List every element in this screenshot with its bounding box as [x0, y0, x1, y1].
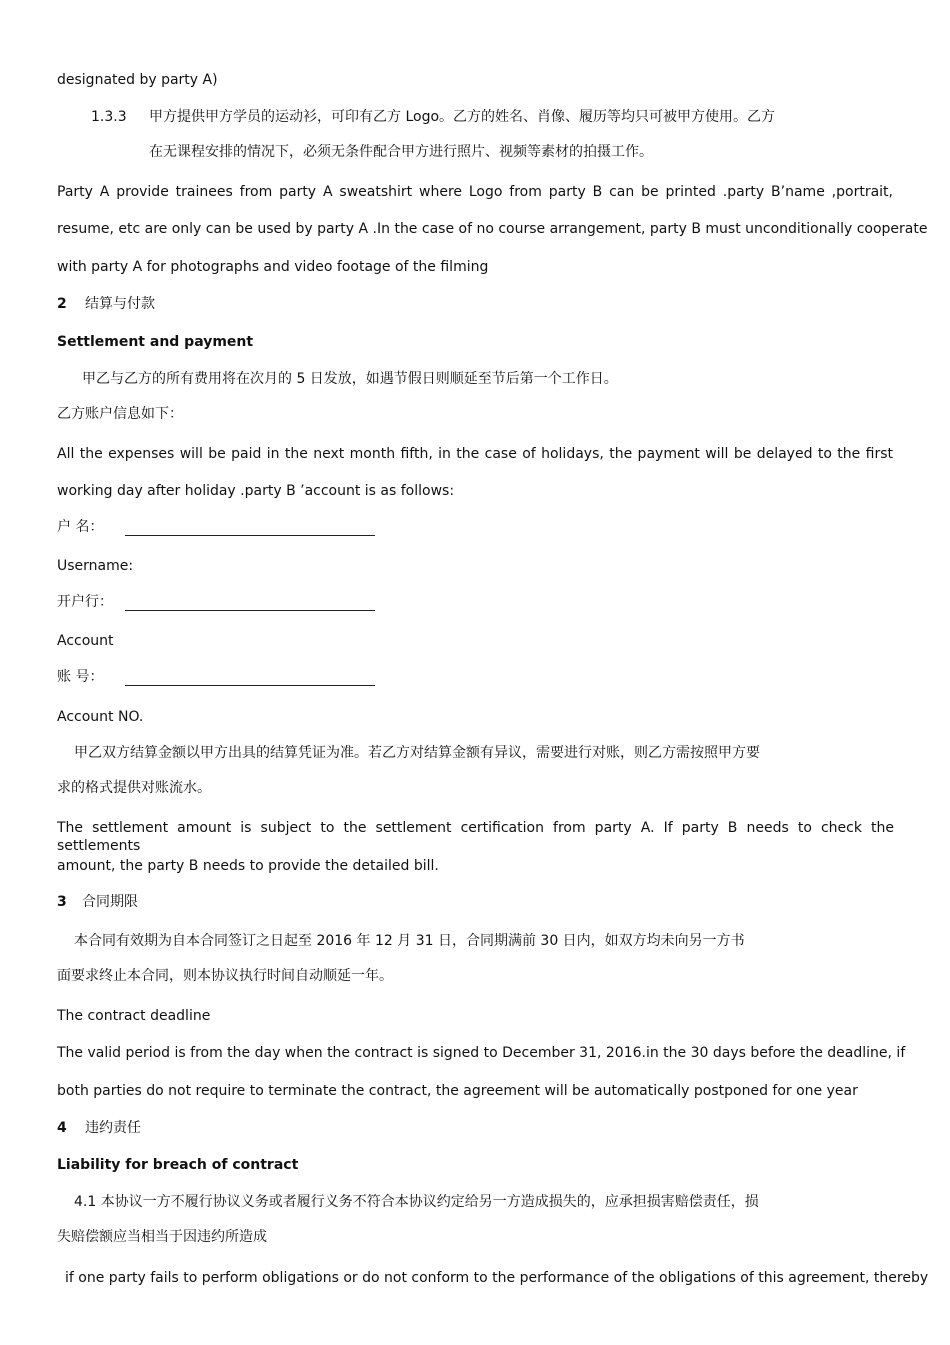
section-title-en: Settlement and payment [57, 334, 254, 350]
section-title: 合同期限 [82, 894, 138, 910]
text-line: 甲乙双方结算金额以甲方出具的结算凭证为准。若乙方对结算金额有异议，需要进行对账，则乙方需按照甲方要 [74, 745, 760, 761]
section-number: 4 [57, 1120, 67, 1136]
section-title: 结算与付款 [85, 296, 155, 312]
text-line: 甲乙与乙方的所有费用将在次月的 5 日发放，如遇节假日则顺延至节后第一个工作日。 [82, 371, 618, 387]
clause-text-continued: 在无课程安排的情况下，必须无条件配合甲方进行照片、视频等素材的拍摄工作。 [149, 144, 653, 160]
field-label: 账 号： [57, 669, 104, 685]
bank-field-row [57, 593, 375, 611]
text-line: 乙方账户信息如下： [57, 406, 183, 422]
text-line: The settlement amount is subject to the settlement certification from party A. If party B needs to check the settlements [57, 820, 894, 854]
text-line: Account [57, 633, 114, 649]
text-line: working day after holiday .party B ’account is as follows: [57, 483, 455, 499]
text-line: both parties do not require to terminate the contract, the agreement will be automatically postponed for one year [57, 1083, 858, 1099]
section-heading-2 [57, 295, 155, 313]
text-line: The contract deadline [57, 1008, 211, 1024]
text-line: Username: [57, 558, 134, 574]
blank-line [125, 519, 375, 536]
field-label: 户 名： [57, 519, 104, 535]
text-line: with party A for photographs and video footage of the filming [57, 259, 489, 275]
blank-line [125, 594, 375, 611]
text-line: resume, etc are only can be used by party A .In the case of no course arrangement, party B must unconditionally cooperate [57, 221, 928, 237]
text-line: Account NO. [57, 709, 144, 725]
text-line: if one party fails to perform obligations or do not conform to the performance of the obligations of this agreement, thereby [65, 1270, 929, 1286]
text-line: 面要求终止本合同，则本协议执行时间自动顺延一年。 [57, 968, 393, 984]
text-line: 求的格式提供对账流水。 [57, 780, 211, 796]
clause-text: 甲方提供甲方学员的运动衫，可印有乙方 Logo。乙方的姓名、肖像、履历等均只可被甲方使用。乙方 [149, 109, 776, 125]
section-title: 违约责任 [85, 1120, 141, 1136]
account-field-row [57, 668, 375, 686]
text-line: All the expenses will be paid in the next month fifth, in the case of holidays, the payment will be delayed to the first [57, 446, 893, 462]
section-heading-3 [57, 893, 138, 911]
text-line: amount, the party B needs to provide the detailed bill. [57, 858, 439, 874]
clause-1-3-3 [57, 108, 775, 126]
text-line: designated by party A) [57, 72, 218, 88]
field-label: 开户行： [57, 594, 113, 610]
text-line: 4.1 本协议一方不履行协议义务或者履行义务不符合本协议约定给另一方造成损失的，应承担损害赔偿责任，损 [74, 1194, 759, 1210]
text-line: 本合同有效期为自本合同签订之日起至 2016 年 12 月 31 日，合同期满前 30 日内，如双方均未向另一方书 [74, 933, 745, 949]
section-heading-4 [57, 1119, 141, 1137]
section-title-en: Liability for breach of contract [57, 1157, 299, 1173]
text-line: 失赔偿额应当相当于因违约所造成 [57, 1229, 267, 1245]
username-field-row [57, 518, 375, 536]
blank-line [125, 669, 375, 686]
text-line: The valid period is from the day when the contract is signed to December 31, 2016.in the 30 days before the deadline, if [57, 1045, 906, 1061]
text-line: Party A provide trainees from party A sweatshirt where Logo from party B can be printed .party B’name ,portrait, [57, 184, 893, 200]
section-number: 3 [57, 894, 67, 910]
clause-number: 1.3.3 [91, 109, 127, 125]
section-number: 2 [57, 296, 67, 312]
